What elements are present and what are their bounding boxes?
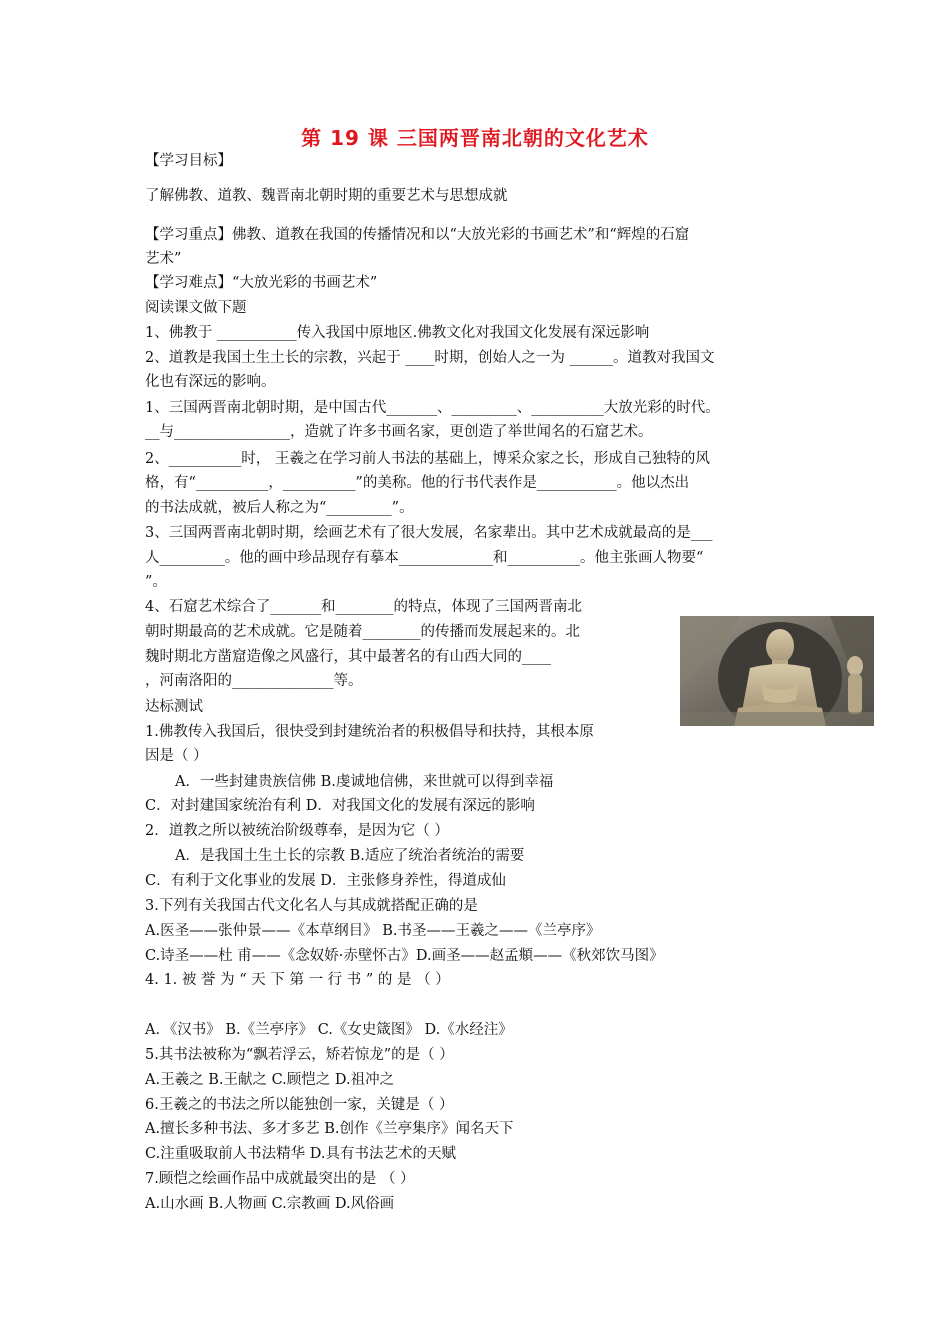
- fill-question-cont: 的书法成就，被后人称之为“_________”。: [145, 500, 414, 516]
- test-question-cont: 因是（ ）: [145, 748, 208, 764]
- answer-options: C.注重吸取前人书法精华 D.具有书法艺术的天赋: [145, 1146, 457, 1162]
- learning-goal-text: 了解佛教、道教、魏晋南北朝时期的重要艺术与思想成就: [145, 188, 508, 204]
- fill-question: 1、佛教于 ___________传入我国中原地区.佛教文化对我国文化发展有深远影响: [145, 325, 650, 341]
- page-title: 第 19 课 三国两晋南北朝的文化艺术: [301, 126, 649, 150]
- grotto-buddha-image: [680, 616, 874, 726]
- answer-options: C．对封建国家统治有利 D．对我国文化的发展有深远的影响: [145, 798, 535, 814]
- fill-question-cont: 魏时期北方凿窟造像之风盛行，其中最著名的有山西大同的____: [145, 649, 551, 665]
- answer-options: C．有利于文化事业的发展 D．主张修身养性，得道成仙: [145, 873, 506, 889]
- fill-question: 2、__________时， 王羲之在学习前人书法的基础上，博采众家之长，形成自己独特的风: [145, 451, 710, 467]
- test-question: 5.其书法被称为“飘若浮云，矫若惊龙”的是（ ）: [145, 1047, 454, 1063]
- reading-instruction: 阅读课文做下题: [145, 300, 247, 316]
- fill-question-cont: ，河南洛阳的______________等。: [145, 673, 363, 689]
- test-question: 7.顾恺之绘画作品中成就最突出的是 （ ）: [145, 1171, 415, 1187]
- learning-goal-heading: 【学习目标】: [145, 153, 232, 169]
- fill-question: 1、三国两晋南北朝时期，是中国古代_______、_________、__________大放光彩的时代。: [145, 400, 720, 416]
- fill-question-cont: ”。: [145, 574, 167, 590]
- answer-options: A.医圣——张仲景——《本草纲目》 B.书圣——王羲之——《兰亭序》: [145, 923, 601, 939]
- fill-question-cont: 化也有深远的影响。: [145, 374, 276, 390]
- test-question: 2．道教之所以被统治阶级尊奉，是因为它（ ）: [145, 823, 449, 839]
- test-question: 3.下列有关我国古代文化名人与其成就搭配正确的是: [145, 898, 478, 914]
- fill-question-cont: 朝时期最高的艺术成就。它是随着________的传播而发展起来的。北: [145, 624, 580, 640]
- fill-question-cont: 格，有“__________，__________”的美称。他的行书代表作是___________。他以杰出: [145, 475, 690, 491]
- answer-options: A.擅长多种书法、多才多艺 B.创作《兰亭集序》闻名天下: [145, 1121, 514, 1137]
- answer-options: A．《汉书》 B.《兰亭序》 C.《女史箴图》 D.《水经注》: [145, 1022, 513, 1038]
- answer-options: A.王羲之 B.王献之 C.顾恺之 D.祖冲之: [145, 1072, 395, 1088]
- test-question: 4. 1. 被 誉 为 “ 天 下 第 一 行 书 ” 的 是 （ ）: [145, 972, 450, 988]
- test-question: 6.王羲之的书法之所以能独创一家，关键是（ ）: [145, 1097, 454, 1113]
- answer-options: A．是我国土生土长的宗教 B.适应了统治者统治的需要: [175, 848, 525, 864]
- fill-question: 3、三国两晋南北朝时期，绘画艺术有了很大发展，名家辈出。其中艺术成就最高的是___: [145, 525, 713, 541]
- key-points-line: 【学习重点】佛教、道教在我国的传播情况和以“大放光彩的书画艺术”和“辉煌的石窟: [145, 227, 690, 243]
- difficult-points: 【学习难点】“大放光彩的书画艺术”: [145, 275, 378, 291]
- answer-options: A.山水画 B.人物画 C.宗教画 D.风俗画: [145, 1196, 395, 1212]
- fill-question: 4、石窟艺术综合了_______和________的特点，体现了三国两晋南北: [145, 599, 582, 615]
- answer-options: C.诗圣——杜 甫——《念奴娇·赤壁怀古》D.画圣——赵孟頫——《秋郊饮马图》: [145, 948, 664, 964]
- fill-question-cont: __与________________，造就了许多书画名家，更创造了举世闻名的石窟艺术。: [145, 424, 653, 440]
- test-question: 1.佛教传入我国后，很快受到封建统治者的积极倡导和扶持，其根本原: [145, 724, 594, 740]
- fill-question-cont: 人_________。他的画中珍品现存有摹本_____________和__________。他主张画人物要“: [145, 550, 704, 566]
- test-heading: 达标测试: [145, 699, 203, 715]
- key-points-line-2: 艺术”: [145, 251, 182, 267]
- answer-options: A．一些封建贵族信佛 B.虔诚地信佛，来世就可以得到幸福: [175, 774, 554, 790]
- fill-question: 2、道教是我国土生土长的宗教，兴起于 ____时期，创始人之一为 ______。道教对我国文: [145, 350, 715, 366]
